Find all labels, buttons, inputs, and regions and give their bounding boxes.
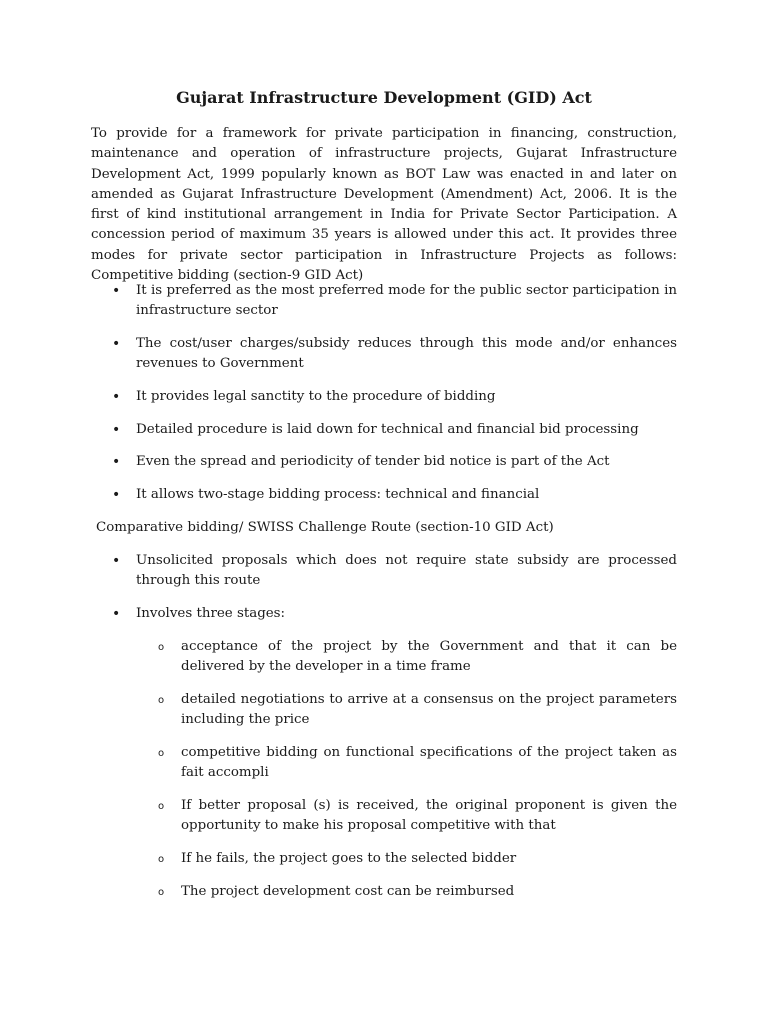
sub-list-item — [158, 690, 677, 731]
sub-list-item-text: competitive bidding on functional specifications of the project taken as fait accompli — [181, 745, 677, 781]
circle-bullet-icon: o — [158, 887, 165, 898]
sub-list-item-text: The project development cost can be reimbursed — [181, 884, 515, 899]
sub-list-item-text: detailed negotiations to arrive at a consensus on the project parameters including the price — [181, 692, 677, 728]
bullet-icon: • — [112, 606, 121, 622]
list-item-text: Detailed procedure is laid down for technical and financial bid processing — [136, 422, 639, 437]
bullet-icon: • — [112, 283, 121, 299]
swiss-challenge-heading: Comparative bidding/ SWISS Challenge Route (section-10 GID Act) — [96, 520, 554, 535]
sub-list-item — [158, 743, 677, 784]
intro-paragraph: To provide for a framework for private participation in financing, construction, maintenance and operation of infrastructure projects, Gujarat Infrastructure Development Act, 1999 popularly known as BOT Law was enacted in and later on amended as Gujarat Infrastructure Development (Amendment) Act, 2006. It is the first of kind institutional arrangement in India for Private Sector Participation. A concession period of maximum 35 years is allowed under this act. It provides three modes for private sector participation in Infrastructure Projects as follows: Competitive bidding (section-9 GID Act) — [91, 126, 677, 284]
bullet-icon: • — [112, 336, 121, 352]
sub-list-item — [158, 882, 677, 902]
circle-bullet-icon: o — [158, 642, 165, 653]
list-item-text: Unsolicited proposals which does not require state subsidy are processed through this route — [136, 553, 677, 589]
circle-bullet-icon: o — [158, 801, 165, 812]
sub-list-item — [158, 796, 677, 837]
sub-list-item — [158, 849, 677, 869]
sub-list-item-text: acceptance of the project by the Government and that it can be delivered by the developer in a time frame — [181, 639, 677, 675]
circle-bullet-icon: o — [158, 748, 165, 759]
circle-bullet-icon: o — [158, 695, 165, 706]
bullet-icon: • — [112, 487, 121, 503]
list-item-text: It allows two-stage bidding process: technical and financial — [136, 487, 540, 502]
list-item — [112, 387, 677, 407]
list-item — [112, 281, 677, 322]
list-item-text: The cost/user charges/subsidy reduces through this mode and/or enhances revenues to Government — [136, 336, 677, 372]
list-item — [112, 604, 677, 624]
list-item-text: Involves three stages: — [136, 606, 286, 621]
list-item-text: It provides legal sanctity to the procedure of bidding — [136, 389, 496, 404]
bullet-icon: • — [112, 454, 121, 470]
sub-list-item-text: If better proposal (s) is received, the original proponent is given the opportunity to make his proposal competitive with that — [181, 798, 677, 834]
bullet-icon: • — [112, 389, 121, 405]
list-item — [112, 452, 677, 472]
list-item — [112, 334, 677, 375]
list-item-text: It is preferred as the most preferred mode for the public sector participation in infrastructure sector — [136, 283, 677, 319]
bullet-icon: • — [112, 422, 121, 438]
document-title: Gujarat Infrastructure Development (GID) Act — [176, 88, 592, 107]
list-item — [112, 420, 677, 440]
list-item — [112, 551, 677, 592]
sub-list-item-text: If he fails, the project goes to the selected bidder — [181, 851, 517, 866]
bullet-icon: • — [112, 553, 121, 569]
list-item-text: Even the spread and periodicity of tender bid notice is part of the Act — [136, 454, 610, 469]
circle-bullet-icon: o — [158, 854, 165, 865]
sub-list-item — [158, 637, 677, 678]
list-item — [112, 485, 677, 505]
